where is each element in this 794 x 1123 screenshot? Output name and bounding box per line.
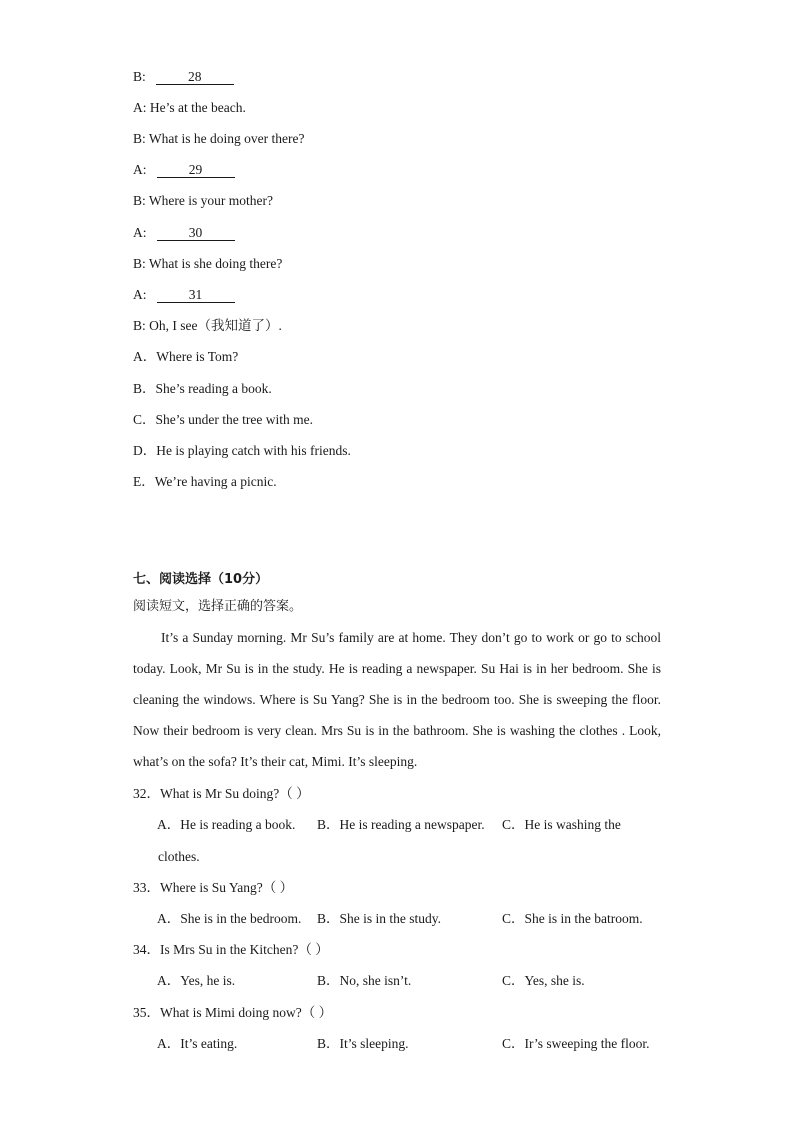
- answer-blank-28[interactable]: 28: [156, 69, 234, 85]
- option-b[interactable]: B．She is in the study.: [317, 911, 442, 926]
- option-c[interactable]: C．Yes, she is.: [502, 973, 585, 988]
- reading-passage: [133, 622, 661, 777]
- dialogue-line-6: [133, 224, 235, 242]
- speaker: A:: [133, 162, 147, 177]
- dialogue-line-8: [133, 286, 235, 304]
- choice-letter: A．: [133, 349, 157, 364]
- option-b[interactable]: B．No, she isn’t.: [317, 973, 412, 988]
- choice-text: She’s under the tree with me.: [155, 412, 313, 427]
- choice-b: [133, 380, 272, 398]
- dialogue-line-1: [133, 68, 234, 86]
- choice-e: [133, 473, 277, 491]
- answer-blank-30[interactable]: 30: [157, 225, 235, 241]
- speaker: B:: [133, 256, 146, 271]
- dialogue-line-3: [133, 130, 304, 148]
- answer-blank-31[interactable]: 31: [157, 287, 235, 303]
- passage-text: It’s a Sunday morning. Mr Su’s family are at home. They don’t go to work or go to school today. Look, Mr Su is in the study. He is reading a newspaper. Su Hai is in her bedroom. She is cleaning the windows. Where is Su Yang? She is in the bedroom too. She is sweeping the floor. Now their bedroom is very clean. Mrs Su is in the bathroom. She is washing the clothes . Look, what’s on the sofa? It’s their cat, Mimi. It’s sleeping.: [133, 630, 661, 769]
- question-34: 34．Is Mrs Su in the Kitchen?（ ）: [133, 942, 329, 957]
- option-c[interactable]: C．Ir’s sweeping the floor.: [502, 1036, 650, 1051]
- dialogue-text: What is he doing over there?: [148, 131, 305, 146]
- option-a[interactable]: A．She is in the bedroom.: [157, 911, 302, 926]
- choice-text: He is playing catch with his friends.: [156, 443, 351, 458]
- question-35: 35．What is Mimi doing now?（ ）: [133, 1005, 333, 1020]
- answer-blank-29[interactable]: 29: [157, 162, 235, 178]
- dialogue-text: What is she doing there?: [148, 256, 283, 271]
- dialogue-text: Oh, I see（我知道了）.: [149, 318, 282, 333]
- option-a[interactable]: A．It’s eating.: [157, 1036, 238, 1051]
- choice-text: Where is Tom?: [156, 349, 239, 364]
- section-instruction: 阅读短文，选择正确的答案。: [133, 599, 303, 614]
- choice-letter: B．: [133, 381, 156, 396]
- option-c-continuation: clothes.: [158, 849, 200, 864]
- speaker: A:: [133, 287, 147, 302]
- choice-a: [133, 348, 238, 366]
- dialogue-line-7: [133, 255, 282, 273]
- choice-text: She’s reading a book.: [155, 381, 272, 396]
- question-33: 33．Where is Su Yang?（ ）: [133, 880, 294, 895]
- speaker: A:: [133, 225, 147, 240]
- option-c[interactable]: C．He is washing the: [502, 817, 621, 832]
- option-b[interactable]: B．He is reading a newspaper.: [317, 817, 485, 832]
- option-b[interactable]: B．It’s sleeping.: [317, 1036, 409, 1051]
- choice-text: We’re having a picnic.: [154, 474, 277, 489]
- dialogue-line-9: [133, 317, 282, 335]
- dialogue-text: Where is your mother?: [148, 193, 273, 208]
- section-title: 七、阅读选择（10分）: [133, 572, 269, 587]
- option-a[interactable]: A．Yes, he is.: [157, 973, 236, 988]
- speaker: A:: [133, 100, 147, 115]
- dialogue-text: He’s at the beach.: [149, 100, 246, 115]
- dialogue-line-2: [133, 99, 246, 117]
- speaker: B:: [133, 193, 146, 208]
- dialogue-line-4: [133, 161, 235, 179]
- choice-letter: D．: [133, 443, 157, 458]
- option-c[interactable]: C．She is in the batroom.: [502, 911, 643, 926]
- choice-d: [133, 442, 351, 460]
- speaker: B:: [133, 131, 146, 146]
- question-32: 32．What is Mr Su doing?（ ）: [133, 786, 310, 801]
- choice-c: [133, 411, 313, 429]
- choice-letter: C．: [133, 412, 156, 427]
- choice-letter: E．: [133, 474, 155, 489]
- speaker: B:: [133, 318, 146, 333]
- speaker: B:: [133, 69, 146, 84]
- option-a[interactable]: A．He is reading a book.: [157, 817, 296, 832]
- dialogue-line-5: [133, 192, 273, 210]
